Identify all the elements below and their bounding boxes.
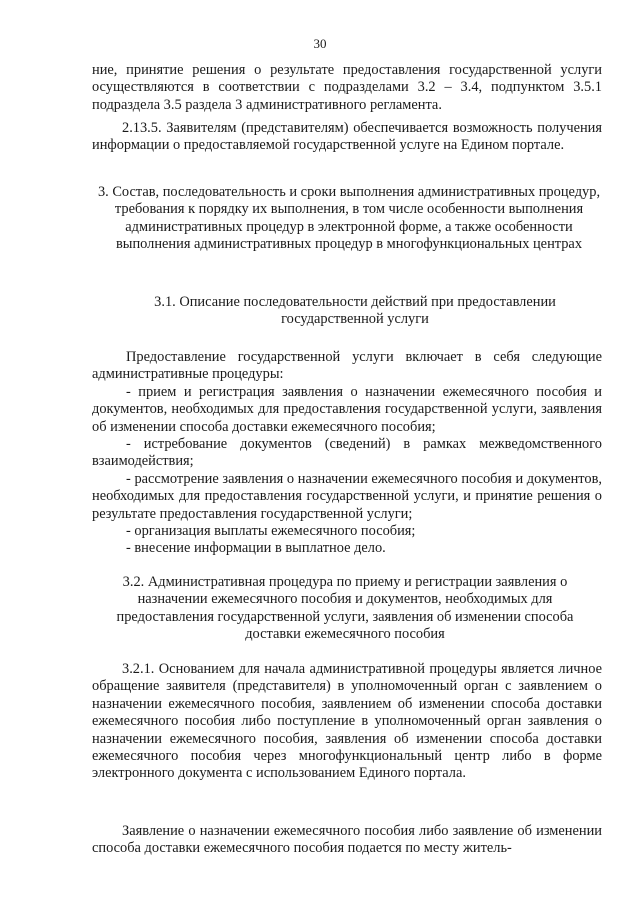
- clause-2-13-5: 2.13.5. Заявителям (представителям) обеспечивается возможность получения информации о предоставляемой государственной услуге на Едином портале.: [92, 120, 602, 154]
- section-3-2-heading: 3.2. Административная процедура по приему и регистрации заявления о назначении ежемесячного пособия и документов, необходимых для предоставления государственной услуги, заявления об изменении способа доставки ежемесячного пособия: [116, 574, 574, 643]
- list-item: - рассмотрение заявления о назначении ежемесячного пособия и документов, необходимых для предоставления государственной услуги, и принятие решения о результате предоставления государственной услуги;: [92, 470, 602, 522]
- section-3-heading: 3. Состав, последовательность и сроки выполнения административных процедур, требования к порядку их выполнения, в том числе особенности выполнения административных процедур в электронной форме, а также особенности выполнения административных процедур в многофункциональных центрах: [97, 184, 601, 253]
- procedures-list: [92, 349, 602, 558]
- paragraph-3-2-1: 3.2.1. Основанием для начала административной процедуры является личное обращение заявителя (представителя) в уполномоченный орган с заявлением о назначении ежемесячного пособия, заявлением об изменении способа доставки ежемесячного пособия либо поступление в уполномоченный орган заявления о назначении ежемесячного пособия, заявления об изменении способа доставки ежемесячного пособия через многофункциональный центр либо в форме электронного документа с использованием Единого портала.: [92, 661, 602, 782]
- list-item: - истребование документов (сведений) в рамках межведомственного взаимодействия;: [92, 436, 602, 470]
- procedures-lead: Предоставление государственной услуги включает в себя следующие административные процедуры:: [92, 349, 602, 383]
- section-3-1-heading: 3.1. Описание последовательности действий при предоставлении государственной услуги: [154, 294, 556, 328]
- page-number: 30: [313, 36, 327, 51]
- paragraph-application-submission: Заявление о назначении ежемесячного пособия либо заявление об изменении способа доставки ежемесячного пособия подается по месту житель-: [92, 823, 602, 857]
- list-item: - прием и регистрация заявления о назначении ежемесячного пособия и документов, необходимых для предоставления государственной услуги, заявления об изменении способа доставки ежемесячного пособия;: [92, 383, 602, 435]
- intro-continuation: ние, принятие решения о результате предоставления государственной услуги осуществляются в соответствии с подразделами 3.2 – 3.4, подпунктом 3.5.1 подраздела 3.5 раздела 3 административного регламента.: [92, 62, 602, 113]
- list-item: - внесение информации в выплатное дело.: [126, 540, 386, 557]
- list-item: - организация выплаты ежемесячного пособия;: [126, 523, 416, 540]
